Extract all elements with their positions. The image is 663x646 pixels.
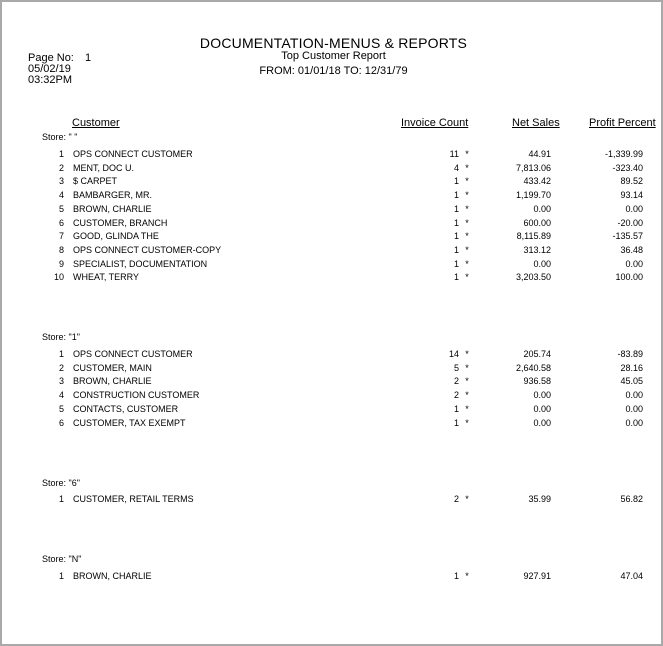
customer-name-cell: $ CARPET	[73, 176, 118, 187]
invoice-count-cell: 1	[453, 231, 459, 242]
rank-cell: 9	[58, 258, 64, 269]
net-sales-cell: 205.74	[523, 349, 551, 359]
invoice-count-cell: 1	[453, 258, 459, 269]
net-sales-cell: 313.12	[523, 244, 551, 255]
flag-cell: *	[465, 258, 469, 269]
rank-cell: 1	[58, 349, 64, 359]
store-label: Store: "1"	[42, 332, 80, 342]
table-row	[2, 245, 663, 258]
rank-cell: 3	[58, 176, 64, 187]
page-number-label: Page No:	[28, 52, 74, 64]
table-row	[2, 272, 663, 285]
rank-cell: 10	[53, 272, 64, 283]
flag-cell: *	[465, 244, 469, 255]
table-row	[2, 204, 663, 217]
table-row	[2, 218, 663, 231]
print-date: 05/02/19	[28, 63, 71, 75]
invoice-count-cell: 1	[453, 217, 459, 228]
invoice-count-cell: 14	[448, 349, 459, 359]
invoice-count-cell: 2	[453, 376, 459, 387]
table-row	[2, 349, 663, 362]
rank-cell: 6	[58, 417, 64, 428]
net-sales-cell: 2,640.58	[515, 362, 551, 373]
invoice-count-cell: 2	[453, 494, 459, 504]
customer-name-cell: BAMBARGER, MR.	[73, 190, 153, 201]
flag-cell: *	[465, 390, 469, 401]
profit-percent-cell: 100.00	[615, 272, 643, 283]
net-sales-cell: 3,203.50	[515, 272, 551, 283]
column-header-invoice-count: Invoice Count	[401, 117, 469, 129]
customer-name-cell: SPECIALIST, DOCUMENTATION	[73, 258, 208, 269]
flag-cell: *	[465, 217, 469, 228]
flag-cell: *	[465, 203, 469, 214]
flag-cell: *	[465, 494, 469, 504]
flag-cell: *	[465, 376, 469, 387]
table-row	[2, 149, 663, 162]
net-sales-cell: 8,115.89	[516, 231, 551, 242]
table-row	[2, 418, 663, 431]
rank-cell: 2	[58, 362, 64, 373]
column-header-net-sales: Net Sales	[512, 117, 560, 129]
net-sales-cell: 433.42	[523, 176, 551, 187]
customer-name-cell: CUSTOMER, MAIN	[73, 362, 152, 373]
customer-name-cell: OPS CONNECT CUSTOMER	[73, 349, 193, 359]
profit-percent-cell: 56.82	[620, 494, 643, 504]
customer-name-cell: CUSTOMER, TAX EXEMPT	[73, 417, 186, 428]
net-sales-cell: 927.91	[523, 571, 551, 581]
customer-name-cell: BROWN, CHARLIE	[73, 571, 152, 581]
table-row	[2, 404, 663, 417]
profit-percent-cell: 0.00	[625, 203, 643, 214]
invoice-count-cell: 2	[453, 390, 459, 401]
profit-percent-cell: 28.16	[620, 362, 643, 373]
profit-percent-cell: 0.00	[625, 390, 643, 401]
profit-percent-cell: -1,339.99	[604, 149, 643, 159]
table-row	[2, 176, 663, 189]
profit-percent-cell: 47.04	[620, 571, 643, 581]
net-sales-cell: 0.00	[533, 203, 551, 214]
invoice-count-cell: 1	[453, 244, 459, 255]
net-sales-cell: 936.58	[523, 376, 551, 387]
net-sales-cell: 7,813.06	[515, 162, 551, 173]
invoice-count-cell: 1	[453, 176, 459, 187]
rank-cell: 8	[58, 244, 64, 255]
flag-cell: *	[465, 190, 469, 201]
customer-name-cell: CONSTRUCTION CUSTOMER	[73, 390, 200, 401]
invoice-count-cell: 1	[453, 272, 459, 283]
store-label: Store: "6"	[42, 478, 80, 488]
column-header-customer: Customer	[72, 117, 120, 129]
customer-name-cell: MENT, DOC U.	[73, 162, 135, 173]
profit-percent-cell: -83.89	[617, 349, 643, 359]
flag-cell: *	[465, 362, 469, 373]
report-date-range: FROM: 01/01/18 TO: 12/31/79	[259, 65, 408, 77]
rank-cell: 4	[58, 190, 64, 201]
flag-cell: *	[465, 149, 469, 159]
net-sales-cell: 0.00	[533, 390, 551, 401]
profit-percent-cell: 0.00	[625, 417, 643, 428]
report-subtitle: Top Customer Report	[281, 50, 386, 62]
net-sales-cell: 0.00	[533, 403, 551, 414]
rank-cell: 1	[58, 494, 64, 504]
profit-percent-cell: 0.00	[625, 258, 643, 269]
print-time: 03:32PM	[28, 74, 73, 86]
customer-name-cell: CUSTOMER, RETAIL TERMS	[73, 494, 194, 504]
net-sales-cell: 0.00	[533, 258, 551, 269]
rank-cell: 1	[58, 149, 64, 159]
report-title: DOCUMENTATION-MENUS & REPORTS	[199, 35, 468, 51]
flag-cell: *	[465, 162, 469, 173]
profit-percent-cell: 89.52	[620, 176, 643, 187]
net-sales-cell: 0.00	[533, 417, 551, 428]
rank-cell: 1	[58, 571, 64, 581]
customer-name-cell: GOOD, GLINDA THE	[73, 231, 159, 242]
profit-percent-cell: 0.00	[625, 403, 643, 414]
customer-name-cell: OPS CONNECT CUSTOMER	[73, 149, 193, 159]
customer-name-cell: CUSTOMER, BRANCH	[73, 217, 168, 228]
flag-cell: *	[465, 176, 469, 187]
rank-cell: 4	[58, 390, 64, 401]
profit-percent-cell: 36.48	[620, 244, 643, 255]
table-row	[2, 190, 663, 203]
invoice-count-cell: 1	[453, 417, 459, 428]
flag-cell: *	[465, 231, 469, 242]
flag-cell: *	[465, 571, 469, 581]
customer-name-cell: WHEAT, TERRY	[73, 272, 140, 283]
table-row	[2, 163, 663, 176]
customer-name-cell: BROWN, CHARLIE	[73, 376, 152, 387]
profit-percent-cell: 93.14	[620, 190, 643, 201]
invoice-count-cell: 1	[453, 571, 459, 581]
store-label: Store: " "	[42, 132, 78, 142]
profit-percent-cell: -135.57	[612, 231, 643, 242]
profit-percent-cell: 45.05	[620, 376, 643, 387]
invoice-count-cell: 1	[453, 203, 459, 214]
invoice-count-cell: 11	[449, 149, 459, 159]
table-row	[2, 259, 663, 272]
rank-cell: 3	[58, 376, 64, 387]
table-row	[2, 494, 663, 507]
rank-cell: 5	[58, 203, 64, 214]
net-sales-cell: 35.99	[528, 494, 551, 504]
page-number: 1	[84, 52, 92, 64]
table-row	[2, 231, 663, 244]
flag-cell: *	[465, 272, 469, 283]
customer-name-cell: CONTACTS, CUSTOMER	[73, 403, 179, 414]
invoice-count-cell: 5	[453, 362, 459, 373]
store-label: Store: "N"	[42, 554, 82, 564]
profit-percent-cell: -323.40	[612, 162, 643, 173]
table-row	[2, 390, 663, 403]
net-sales-cell: 44.91	[528, 149, 551, 159]
rank-cell: 6	[58, 217, 64, 228]
table-row	[2, 363, 663, 376]
rank-cell: 5	[58, 403, 64, 414]
rank-cell: 7	[58, 231, 64, 242]
column-header-profit-percent: Profit Percent	[589, 117, 656, 129]
customer-name-cell: OPS CONNECT CUSTOMER-COPY	[73, 244, 222, 255]
flag-cell: *	[465, 403, 469, 414]
profit-percent-cell: -20.00	[617, 217, 643, 228]
table-row	[2, 376, 663, 389]
net-sales-cell: 1,199.70	[515, 190, 551, 201]
customer-name-cell: BROWN, CHARLIE	[73, 203, 152, 214]
flag-cell: *	[465, 417, 469, 428]
flag-cell: *	[465, 349, 469, 359]
table-row	[2, 571, 663, 584]
rank-cell: 2	[58, 162, 64, 173]
invoice-count-cell: 1	[453, 403, 459, 414]
net-sales-cell: 600.00	[523, 217, 551, 228]
invoice-count-cell: 1	[453, 190, 459, 201]
invoice-count-cell: 4	[453, 162, 459, 173]
